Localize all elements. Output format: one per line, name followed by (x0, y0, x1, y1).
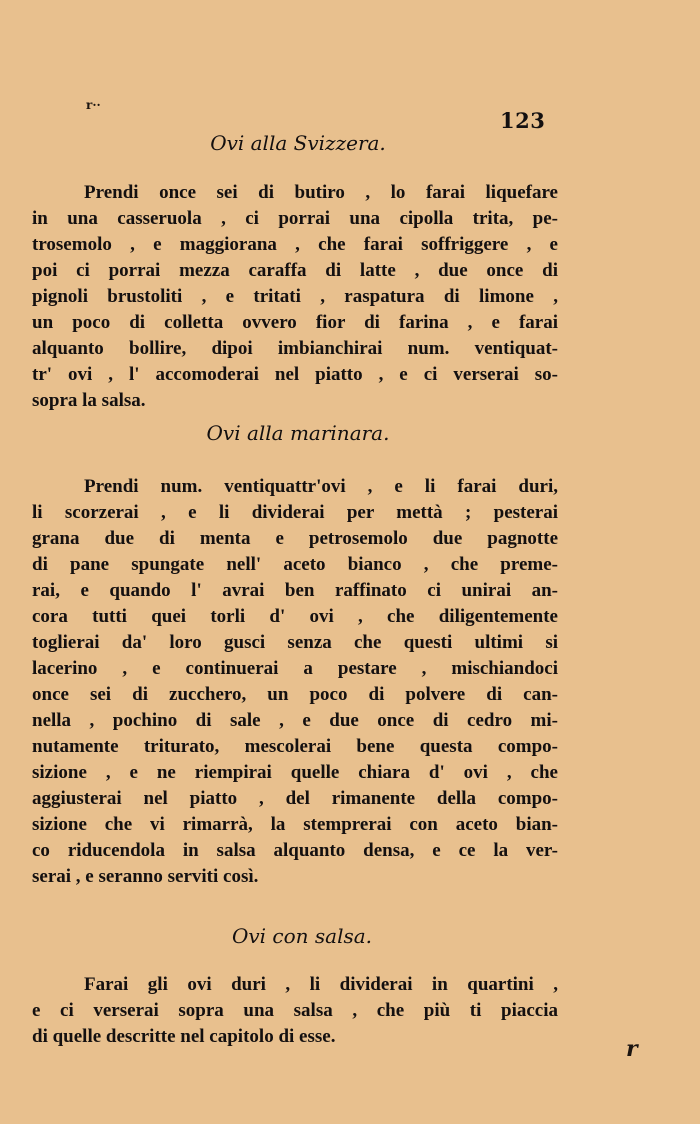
text-line: sizione , e ne riempirai quelle chiara d' ovi , che (32, 762, 558, 783)
text-line: Prendi once sei di butiro , lo farai liquefare (84, 182, 558, 203)
recipe-text-ovi-alla-svizzera (32, 180, 558, 414)
text-line: trosemolo , e maggiorana , che farai soffriggere , e (32, 234, 558, 255)
recipe-text-ovi-con-salsa (32, 972, 558, 1050)
recipe-text-ovi-alla-marinara (32, 474, 558, 890)
text-line: rai, e quando l' avrai ben raffinato ci unirai an- (32, 580, 558, 601)
text-line: sizione che vi rimarrà, la stemprerai con aceto bian- (32, 814, 558, 835)
text-line: Farai gli ovi duri , li dividerai in quartini , (84, 974, 558, 995)
text-line: grana due di menta e petrosemolo due pagnotte (32, 528, 558, 549)
text-line: toglierai da' loro gusci senza che questi ultimi si (32, 632, 558, 653)
text-line: poi ci porrai mezza caraffa di latte , due once di (32, 260, 558, 281)
text-line: pignoli brustoliti , e tritati , raspatura di limone , (32, 286, 558, 307)
section-title-ovi-alla-svizzera: Ovi alla Svizzera. (210, 131, 386, 155)
text-line: nutamente triturato, mescolerai bene questa compo- (32, 736, 558, 757)
ink-mark: r (626, 1036, 638, 1062)
text-line: di pane spungate nell' aceto bianco , che preme- (32, 554, 558, 575)
text-line: cora tutti quei torli d' ovi , che diligentemente (32, 606, 558, 627)
section-title-ovi-con-salsa: Ovi con salsa. (231, 924, 373, 948)
section-title-ovi-alla-marinara: Ovi alla marinara. (206, 421, 390, 445)
text-line: sopra la salsa. (32, 390, 146, 411)
ink-mark: r·· (86, 98, 101, 112)
text-line: tr' ovi , l' accomoderai nel piatto , e ci verserai so- (32, 364, 558, 385)
text-line: li scorzerai , e li dividerai per mettà ; pesterai (32, 502, 558, 523)
page-number: 123 (500, 108, 546, 133)
text-line: Prendi num. ventiquattr'ovi , e li farai duri, (84, 476, 558, 497)
text-line: alquanto bollire, dipoi imbianchirai num. ventiquat- (32, 338, 558, 359)
text-line: e ci verserai sopra una salsa , che più ti piaccia (32, 1000, 558, 1021)
text-line: serai , e seranno serviti così. (32, 866, 259, 887)
text-line: un poco di colletta ovvero fior di farina , e farai (32, 312, 558, 333)
text-line: co riducendola in salsa alquanto densa, e ce la ver- (32, 840, 558, 861)
text-line: nella , pochino di sale , e due once di cedro mi- (32, 710, 558, 731)
text-line: once sei di zucchero, un poco di polvere di can- (32, 684, 558, 705)
text-line: di quelle descritte nel capitolo di esse. (32, 1026, 336, 1047)
text-line: lacerino , e continuerai a pestare , mischiandoci (32, 658, 558, 679)
text-line: in una casseruola , ci porrai una cipolla trita, pe- (32, 208, 558, 229)
text-line: aggiusterai nel piatto , del rimanente della compo- (32, 788, 558, 809)
